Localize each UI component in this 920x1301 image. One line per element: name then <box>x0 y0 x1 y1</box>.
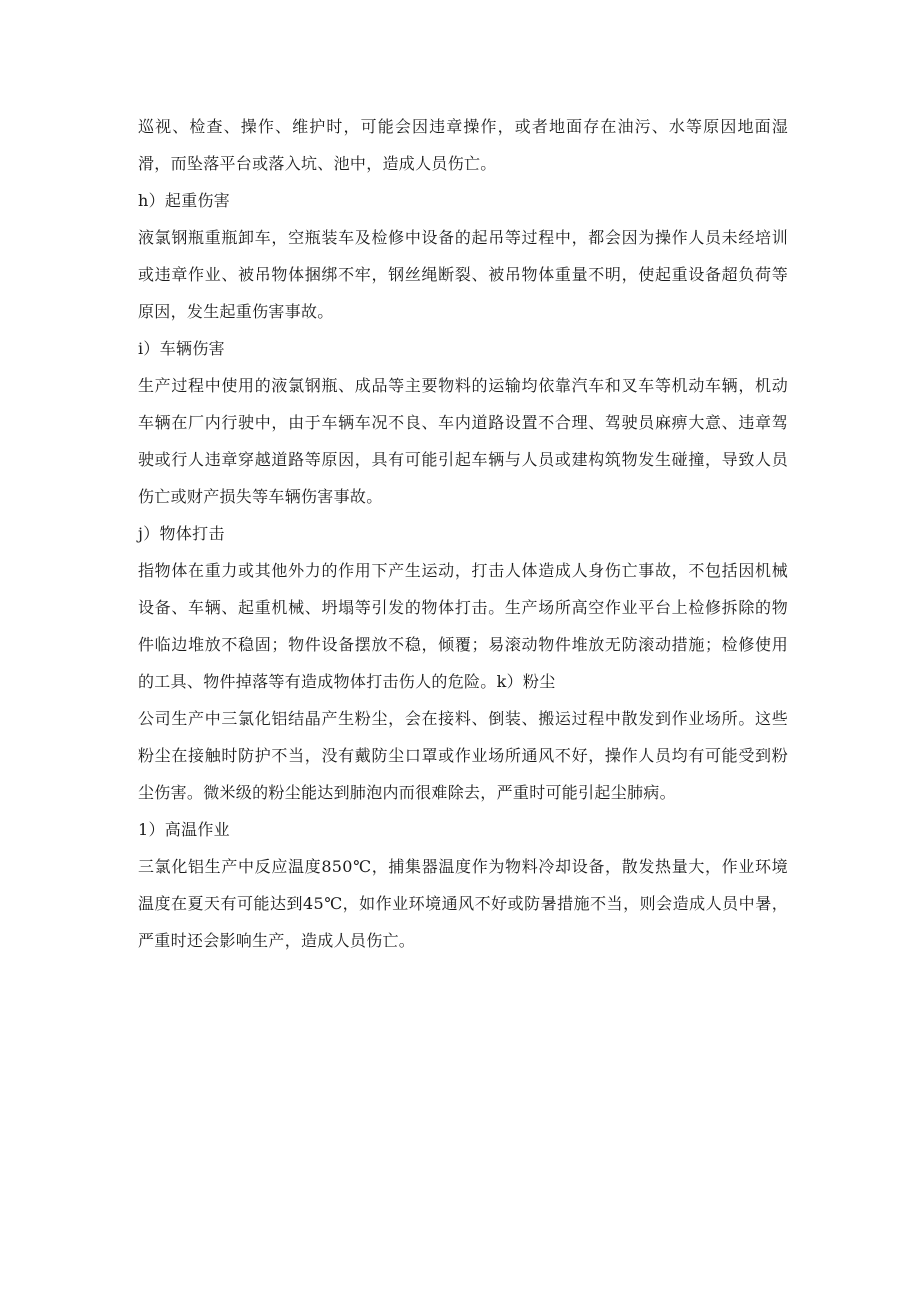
heading-vehicle-injury: i）车辆伤害 <box>138 339 225 358</box>
paragraph-dust: 公司生产中三氯化铝结晶产生粉尘，会在接料、倒装、搬运过程中散发到作业场所。这些粉尘在接触时防护不当，没有戴防尘口罩或作业场所通风不好，操作人员均有可能受到粉尘伤害。微米级的粉尘能达到肺泡内而很难除去，严重时可能引起尘肺病。 <box>138 709 788 802</box>
paragraph-lifting-injury: 液氯钢瓶重瓶卸车，空瓶装车及检修中设备的起吊等过程中，都会因为操作人员未经培训或违章作业、被吊物体捆绑不牢，钢丝绳断裂、被吊物体重量不明，使起重设备超负荷等原因，发生起重伤害事故。 <box>138 228 788 321</box>
paragraph-object-strike: 指物体在重力或其他外力的作用下产生运动，打击人体造成人身伤亡事故，不包括因机械设备、车辆、起重机械、坍塌等引发的物体打击。生产场所高空作业平台上检修拆除的物件临边堆放不稳固；物件设备摆放不稳，倾覆；易滚动物件堆放无防滚动措施；检修使用的工具、物件掉落等有造成物体打击伤人的危险。k）粉尘 <box>138 561 788 691</box>
heading-lifting-injury: h）起重伤害 <box>138 191 231 210</box>
heading-high-temperature: 1）高温作业 <box>138 820 230 839</box>
paragraph-fall-hazard: 巡视、检查、操作、维护时，可能会因违章操作，或者地面存在油污、水等原因地面湿滑，而坠落平台或落入坑、池中，造成人员伤亡。 <box>138 117 788 173</box>
paragraph-high-temperature: 三氯化铝生产中反应温度850℃，捕集器温度作为物料冷却设备，散发热量大，作业环境温度在夏天有可能达到45℃，如作业环境通风不好或防暑措施不当，则会造成人员中暑，严重时还会影响生产，造成人员伤亡。 <box>138 857 788 950</box>
paragraph-vehicle-injury: 生产过程中使用的液氯钢瓶、成品等主要物料的运输均依靠汽车和叉车等机动车辆，机动车辆在厂内行驶中，由于车辆车况不良、车内道路设置不合理、驾驶员麻痹大意、违章驾驶或行人违章穿越道路等原因，具有可能引起车辆与人员或建构筑物发生碰撞，导致人员伤亡或财产损失等车辆伤害事故。 <box>138 376 788 506</box>
heading-object-strike: j）物体打击 <box>138 524 225 543</box>
document-body <box>138 108 788 959</box>
